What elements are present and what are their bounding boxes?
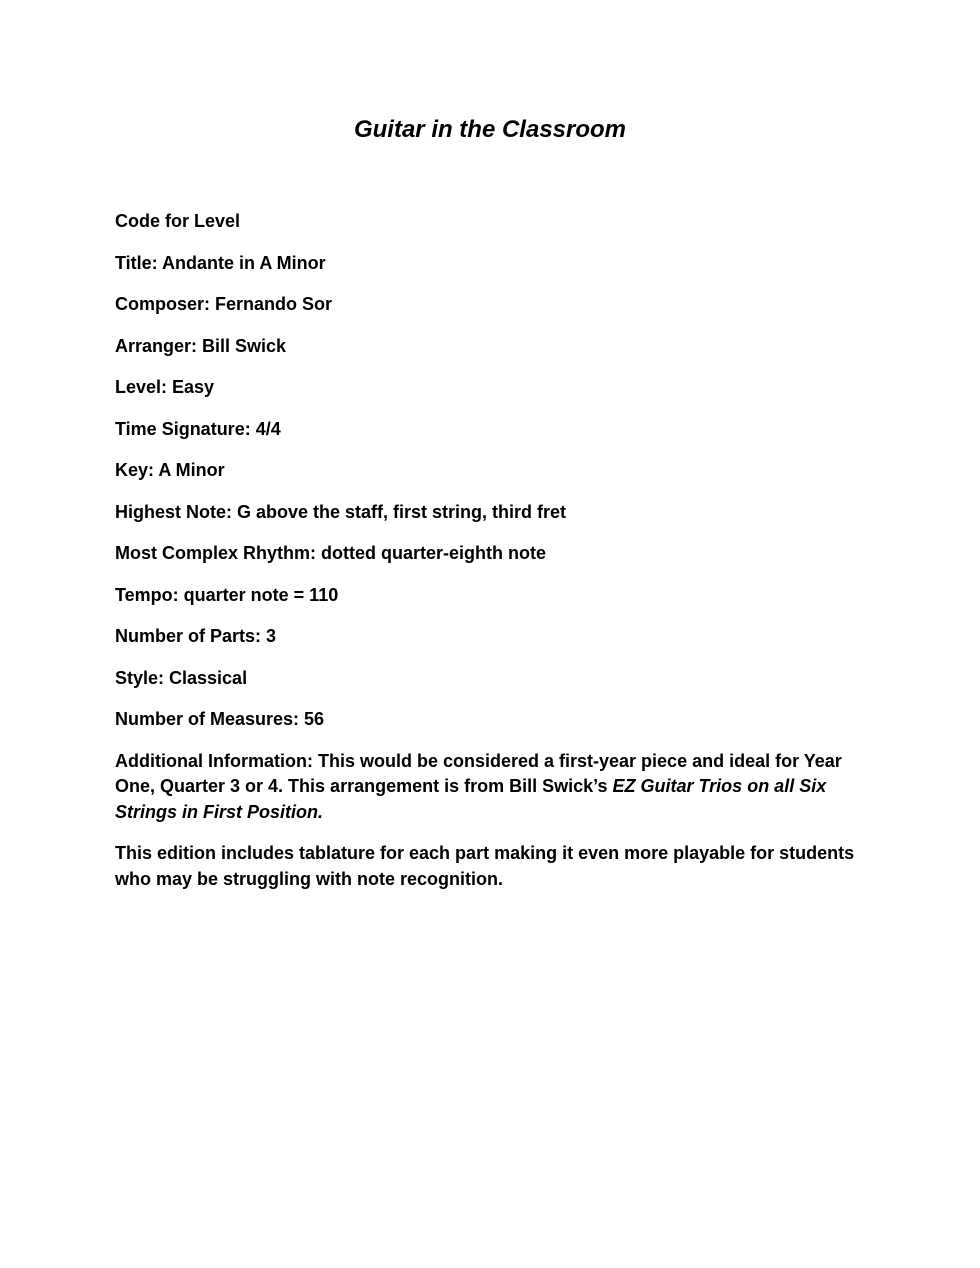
field-title: Title: Andante in A Minor [115, 252, 326, 273]
field-composer: Composer: Fernando Sor [115, 294, 333, 314]
field-most-complex-rhythm: Most Complex Rhythm: dotted quarter-eighth note [115, 543, 546, 563]
field-style: Style: Classical [115, 667, 248, 688]
field-highest-note: Highest Note: G above the staff, first string, third fret [115, 501, 567, 522]
document-title: Guitar in the Classroom [353, 116, 627, 143]
field-time-signature: Time Signature: 4/4 [115, 418, 281, 439]
additional-information-paragraph [115, 749, 875, 826]
additional-information-text: Additional Information: This would be considered a first-year piece and ideal for Year One, Quarter 3 or 4. This arrangement is from Bill Swick’s [115, 750, 842, 796]
field-number-of-parts: Number of Parts: 3 [115, 626, 277, 646]
field-tempo: Tempo: quarter note = 110 [115, 584, 339, 605]
field-key: Key: A Minor [115, 460, 225, 480]
field-arranger: Arranger: Bill Swick [115, 335, 287, 356]
field-level: Level: Easy [115, 377, 215, 397]
level-info-section [115, 209, 875, 908]
field-number-of-measures: Number of Measures: 56 [115, 709, 325, 729]
field-code-for-level: Code for Level [115, 211, 241, 231]
book-title: EZ Guitar Trios on all Six Strings in First Position. [115, 776, 827, 822]
edition-note-paragraph: This edition includes tablature for each part making it even more playable for students who may be struggling with note recognition. [115, 843, 855, 889]
